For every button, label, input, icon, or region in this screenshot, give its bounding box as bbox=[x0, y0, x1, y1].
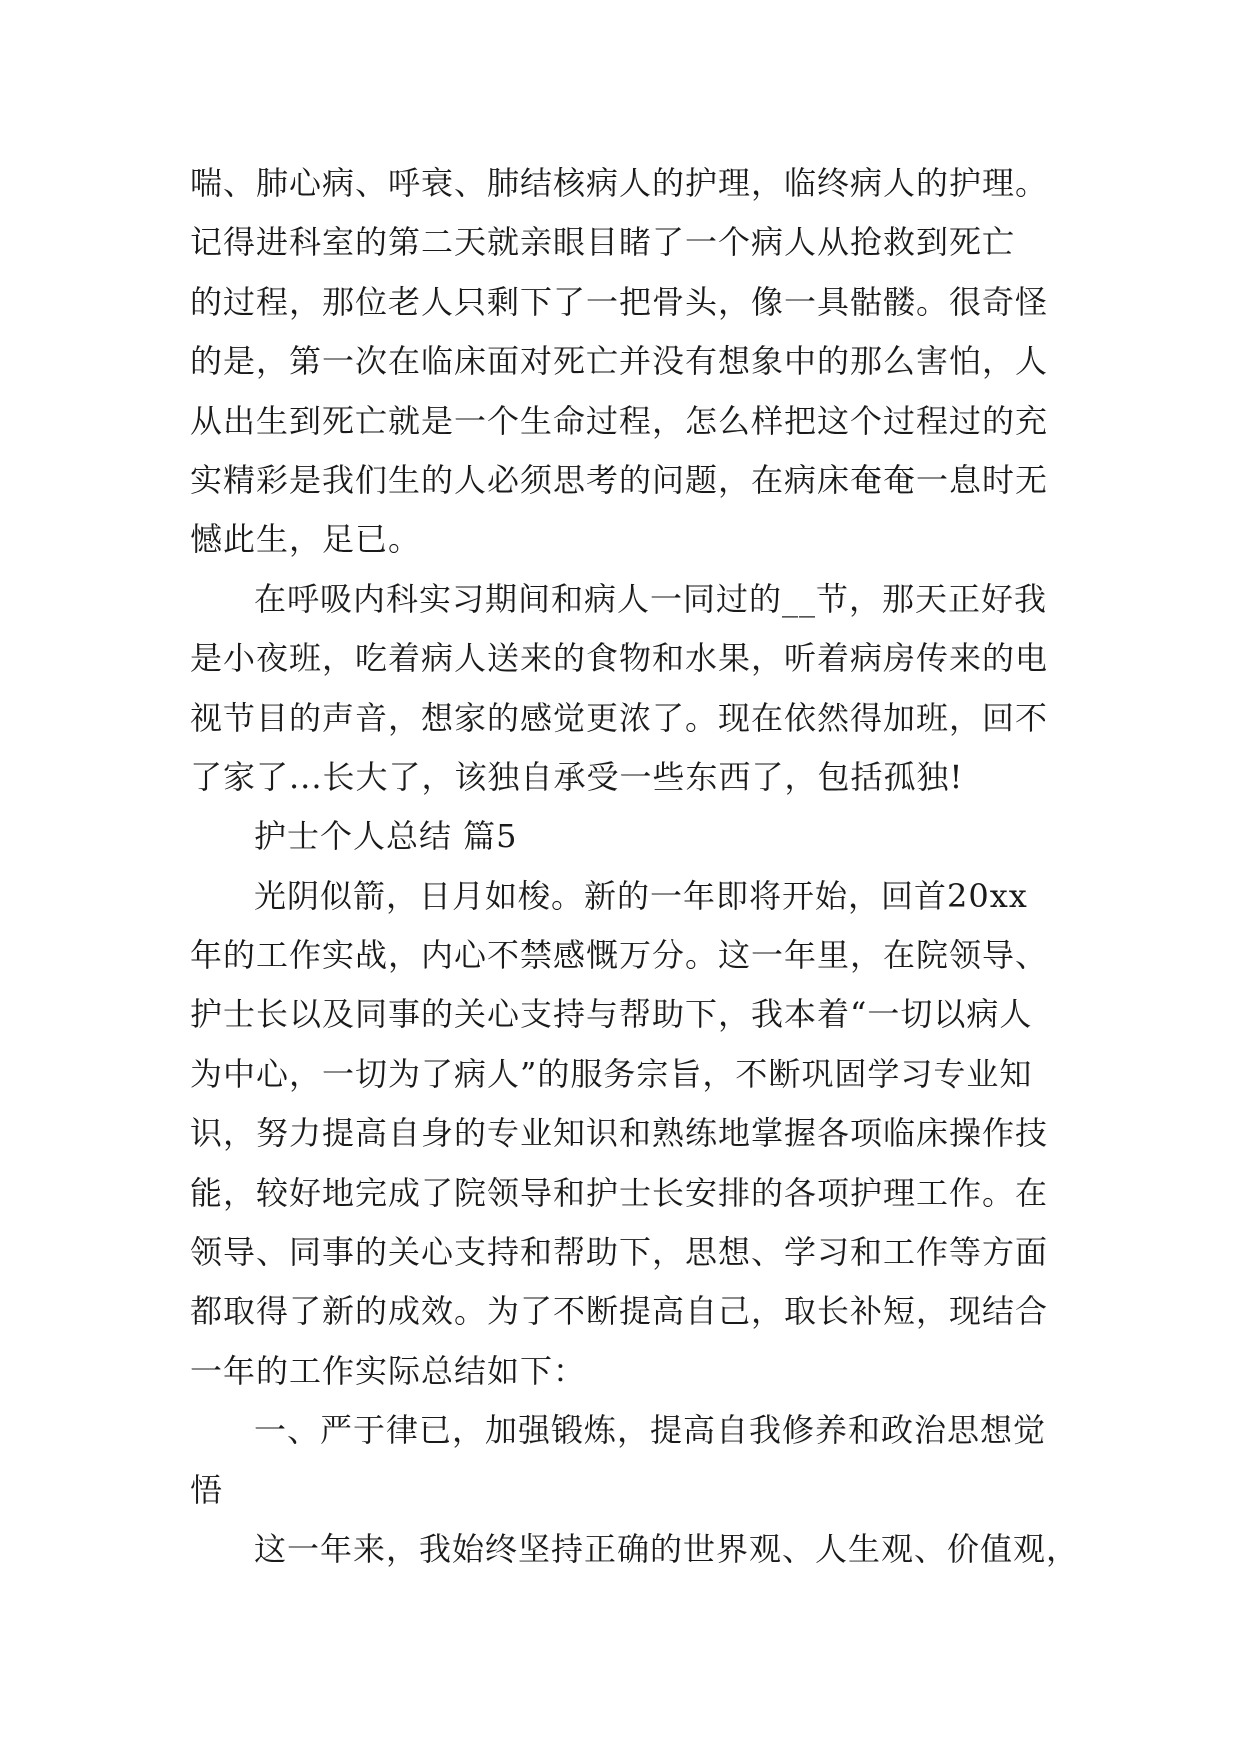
text-line: 的过程，那位老人只剩下了一把骨头，像一具骷髅。很奇怪 bbox=[190, 282, 1049, 321]
paragraph-start-line: 光阴似箭，日月如梭。新的一年即将开始，回首20xx bbox=[254, 876, 1028, 915]
text-line: 从出生到死亡就是一个生命过程，怎么样把这个过程过的充 bbox=[190, 401, 1049, 440]
text-line: 是小夜班，吃着病人送来的食物和水果，听着病房传来的电 bbox=[190, 639, 1049, 678]
text-line: 视节目的声音，想家的感觉更浓了。现在依然得加班，回不 bbox=[190, 698, 1049, 737]
text-line: 护士长以及同事的关心支持与帮助下，我本着“一切以病人 bbox=[190, 995, 1033, 1034]
subheading-line: 悟 bbox=[190, 1470, 224, 1509]
text-line: 憾此生，足已。 bbox=[190, 520, 422, 559]
text-line: 领导、同事的关心支持和帮助下，思想、学习和工作等方面 bbox=[190, 1233, 1049, 1272]
text-line: 一年的工作实际总结如下： bbox=[190, 1351, 587, 1390]
section-heading: 护士个人总结 篇5 bbox=[254, 817, 518, 856]
text-line: 的是，第一次在临床面对死亡并没有想象中的那么害怕，人 bbox=[190, 342, 1049, 381]
subheading-line: 一、严于律已，加强锻炼，提高自我修养和政治思想觉 bbox=[254, 1411, 1047, 1450]
document-body bbox=[190, 154, 1080, 1579]
text-line: 年的工作实战，内心不禁感慨万分。这一年里，在院领导、 bbox=[190, 936, 1049, 975]
text-line: 了家了...长大了，该独自承受一些东西了，包括孤独! bbox=[190, 757, 964, 796]
paragraph-start-line: 这一年来，我始终坚持正确的世界观、人生观、价值观， bbox=[254, 1529, 1080, 1568]
text-line: 都取得了新的成效。为了不断提高自己，取长补短，现结合 bbox=[190, 1292, 1049, 1331]
text-line: 能，较好地完成了院领导和护士长安排的各项护理工作。在 bbox=[190, 1173, 1049, 1212]
text-line: 识，努力提高自身的专业知识和熟练地掌握各项临床操作技 bbox=[190, 1114, 1049, 1153]
text-line: 实精彩是我们生的人必须思考的问题，在病床奄奄一息时无 bbox=[190, 460, 1049, 499]
paragraph-start-line: 在呼吸内科实习期间和病人一同过的__节，那天正好我 bbox=[254, 579, 1048, 618]
text-line: 记得进科室的第二天就亲眼目睹了一个病人从抢救到死亡 bbox=[190, 223, 1016, 262]
text-line: 为中心，一切为了病人”的服务宗旨，不断巩固学习专业知 bbox=[190, 1054, 1033, 1093]
text-line: 喘、肺心病、呼衰、肺结核病人的护理，临终病人的护理。 bbox=[190, 164, 1049, 202]
